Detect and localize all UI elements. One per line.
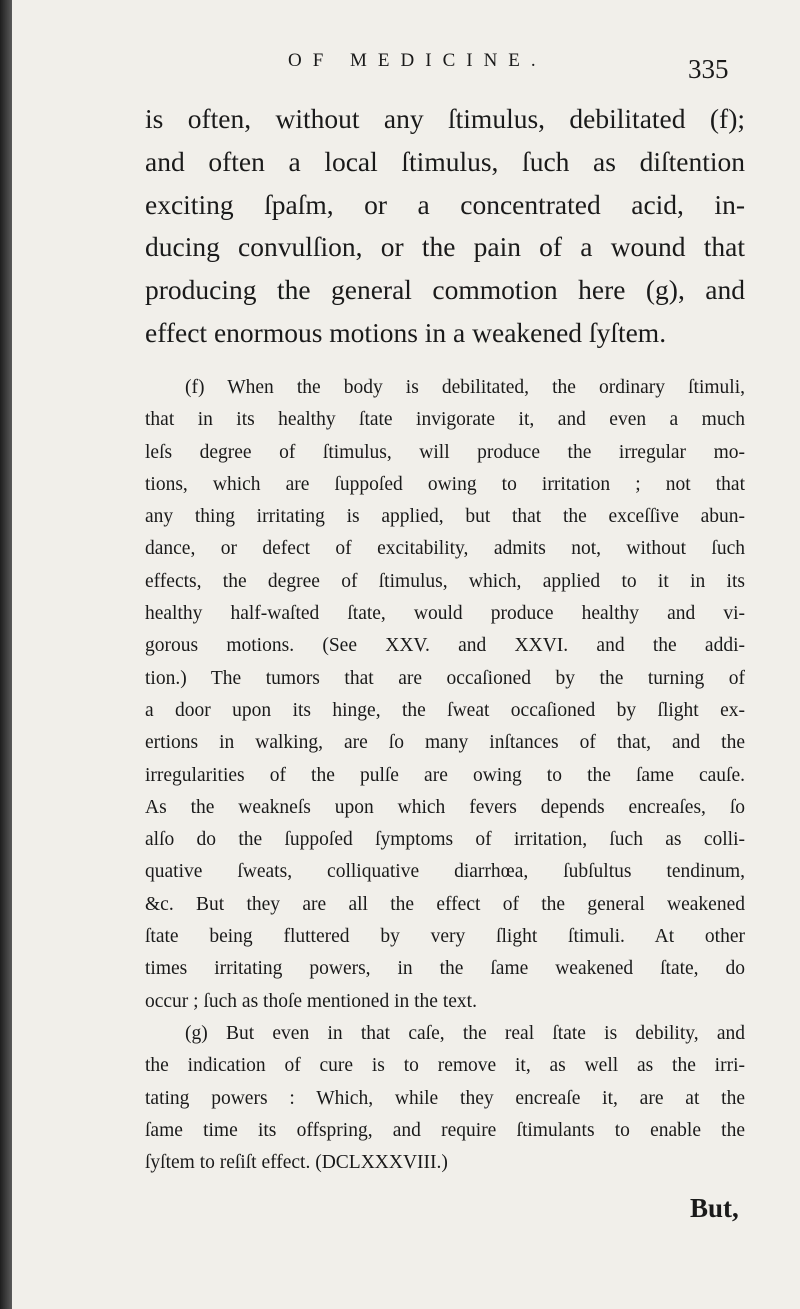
catchword: But, [690,1193,739,1223]
footnote-line: tion.) The tumors that are occaſioned by the turning of [145,667,745,689]
footnote-line: (f) When the body is debilitated, the ordinary ſtimuli, [185,377,745,398]
footnote-line: dance, or defect of excitability, admits not, without ſuch [145,538,745,560]
footnote-line: ſame time its offspring, and require ſtimulants to enable the [145,1119,745,1141]
main-text-line: is often, without any ſtimulus, debilitated (f); [145,103,745,134]
page-shadow-edge [0,0,12,1309]
running-head: OF MEDICINE. [288,50,547,71]
main-text-line: exciting ſpaſm, or a concentrated acid, in- [145,188,745,220]
footnote-line: effects, the degree of ſtimulus, which, applied to it in its [145,570,745,592]
footnote-line: occur ; ſuch as thoſe mentioned in the text. [145,990,477,1012]
footnote-line: that in its healthy ſtate invigorate it, and even a much [145,409,745,431]
footnote-line: ertions in walking, are ſo many inſtances of that, and the [145,732,745,754]
book-page [12,0,800,1309]
footnote-line: times irritating powers, in the ſame weakened ſtate, do [145,958,745,980]
footnotes [145,372,745,1179]
main-text-line: effect enormous motions in a weakened ſyſtem. [145,316,667,348]
footnote-line: quative ſweats, colliquative diarrhœa, ſubſultus tendinum, [145,861,745,883]
footnote-g [145,1018,745,1179]
footnote-line: any thing irritating is applied, but that the exceſſive abun- [145,506,745,528]
main-text-line: producing the general commotion here (g), and [145,274,745,306]
footnote-line: tions, which are ſuppoſed owing to irritation ; not that [145,473,745,495]
main-text [145,98,745,355]
footnote-line: alſo do the ſuppoſed ſymptoms of irritation, ſuch as colli- [145,829,745,851]
footnote-line: tating powers : Which, while they encreaſe it, are at the [145,1087,745,1109]
footnote-line: a door upon its hinge, the ſweat occaſioned by ſlight ex- [145,699,745,721]
footnote-line: irregularities of the pulſe are owing to the ſame cauſe. [145,764,745,786]
page-number: 335 [688,54,729,84]
footnote-line: ſtate being fluttered by very ſlight ſtimuli. At other [145,926,745,948]
footnote-f [145,372,745,1018]
footnote-line: &c. But they are all the effect of the general weakened [145,893,745,915]
main-text-line: and often a local ſtimulus, ſuch as diſtention [145,145,745,177]
footnote-line: healthy half-waſted ſtate, would produce healthy and vi- [145,603,745,625]
main-text-line: ducing convulſion, or the pain of a wound that [145,231,745,263]
footnote-line: ſyſtem to reſiſt effect. (DCLXXXVIII.) [145,1152,448,1174]
footnote-line: As the weakneſs upon which fevers depends encreaſes, ſo [145,796,745,818]
footnote-line: (g) But even in that caſe, the real ſtate is debility, and [185,1022,745,1044]
footnote-line: the indication of cure is to remove it, as well as the irri- [145,1055,745,1077]
footnote-line: gorous motions. (See XXV. and XXVI. and the addi- [145,635,745,657]
footnote-line: leſs degree of ſtimulus, will produce the irregular mo- [145,441,745,463]
